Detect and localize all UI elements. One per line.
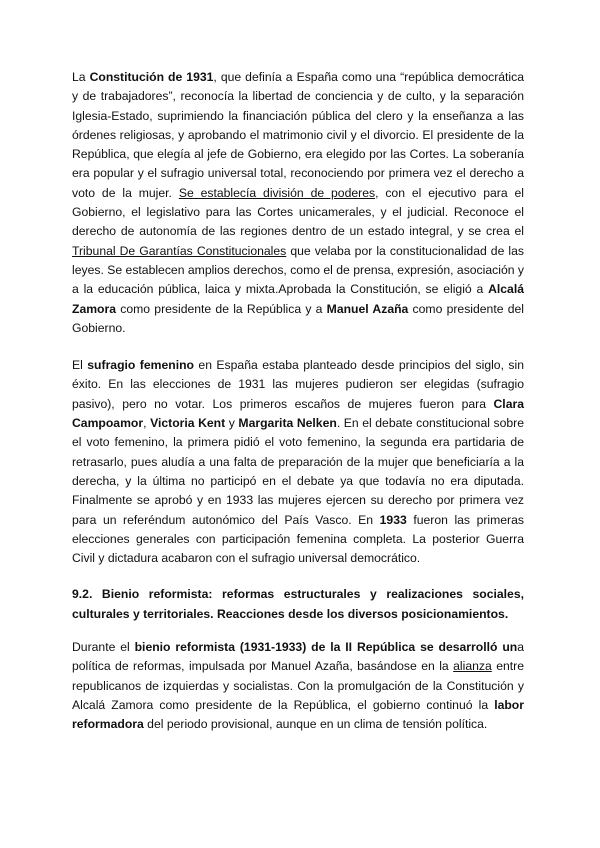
text-run: y [225, 416, 239, 431]
text-run: como presidente del Gobierno. [72, 301, 524, 335]
text-run: fueron las primeras elecciones generales con participación femenina completa. La posterior Guerra Civil y dictadura acabaron con el sufragio universal democrático. [72, 512, 524, 566]
text-run: a política de reformas, impulsada por Manuel Azaña, basándose en la [72, 640, 524, 674]
victoria-kent-term: Victoria Kent [150, 416, 226, 431]
text-run: , que definía a España como una “república democrática y de trabajadores”, reconocía la libertad de conciencia y de culto, y la separación Iglesia-Estado, suprimiendo la financiación pública del clero y la enseñanza a las órdenes religiosas, y aprobando el matrimonio civil y el divorcio. El presidente de la República, que elegía al jefe de Gobierno, era elegido por las Cortes. La soberanía era popular y el sufragio universal total, reconociendo por primera vez el derecho a voto de la mujer. [72, 70, 524, 200]
labor-reformadora-term: labor reformadora [72, 697, 524, 732]
text-run: , [143, 416, 151, 431]
section-heading: 9.2. Bienio reformista: reformas estructurales y realizaciones sociales, culturales y territoriales. Reacciones desde los diversos posicionamientos. [72, 587, 524, 621]
manuel-azana-term: Manuel Azaña [326, 301, 409, 316]
text-run: como presidente de la República y a [116, 301, 327, 316]
document-page [72, 68, 524, 735]
female-suffrage-paragraph [72, 356, 524, 568]
margarita-nelken-term: Margarita Nelken [238, 416, 337, 431]
text-run: Durante el [72, 640, 135, 655]
tribunal-link[interactable]: Tribunal De Garantías Constitucionales [72, 243, 287, 258]
alcala-zamora-term: Alcalá Zamora [72, 282, 524, 316]
text-run: del periodo provisional, aunque en un clima de tensión política. [143, 717, 488, 732]
text-run: que velaba por la constitucionalidad de las leyes. Se establecen amplios derechos, como el de prensa, expresión, asociación y a la educación pública, laica y mixta.Aprobada la Constitución, se eligió a [72, 243, 524, 297]
text-run: . En el debate constitucional sobre el voto femenino, la primera pidió el voto femenino, la segunda era partidaria de retrasarlo, pues aludía a una falta de preparación de la mujer que beneficiaría a la derecha, y la última no participó en el debate ya que todavía no era diputada. Finalmente se aprobó y en 1933 las mujeres ejercen su derecho por primera vez para un referéndum autonómico del País Vasco. En [72, 416, 524, 527]
alianza-link[interactable]: alianza [453, 659, 492, 674]
text-run: El [72, 358, 88, 373]
text-run: , con el ejecutivo para el Gobierno, el legislativo para las Cortes unicamerales, y el judicial. Reconoce el derecho de autonomía de las regiones dentro de un estado integral, y se crea el [72, 185, 524, 239]
year-1933-term: 1933 [379, 512, 407, 527]
bienio-reformista-paragraph [72, 638, 524, 734]
clara-campoamor-term: Clara Campoamor [72, 396, 524, 431]
text-run: La [72, 70, 90, 84]
bienio-reformista-term: bienio reformista (1931-1933) de la II República se desarrolló un [134, 640, 518, 655]
constitution-paragraph [72, 68, 524, 338]
text-run: en España estaba planteado desde principios del siglo, sin éxito. En las elecciones de 1931 las mujeres pudieron ser elegidas (sufragio pasivo), pero no votar. Los primeros escaños de mujeres fueron para [72, 358, 524, 411]
text-run: entre republicanos de izquierdas y socialistas. Con la promulgación de la Constitución y Alcalá Zamora como presidente de la República, el gobierno continuó la [72, 659, 525, 712]
constitution-term: Constitución de 1931 [89, 70, 214, 84]
division-of-powers-link[interactable]: Se establecía división de poderes [178, 185, 376, 200]
sufragio-femenino-term: sufragio femenino [87, 358, 194, 373]
